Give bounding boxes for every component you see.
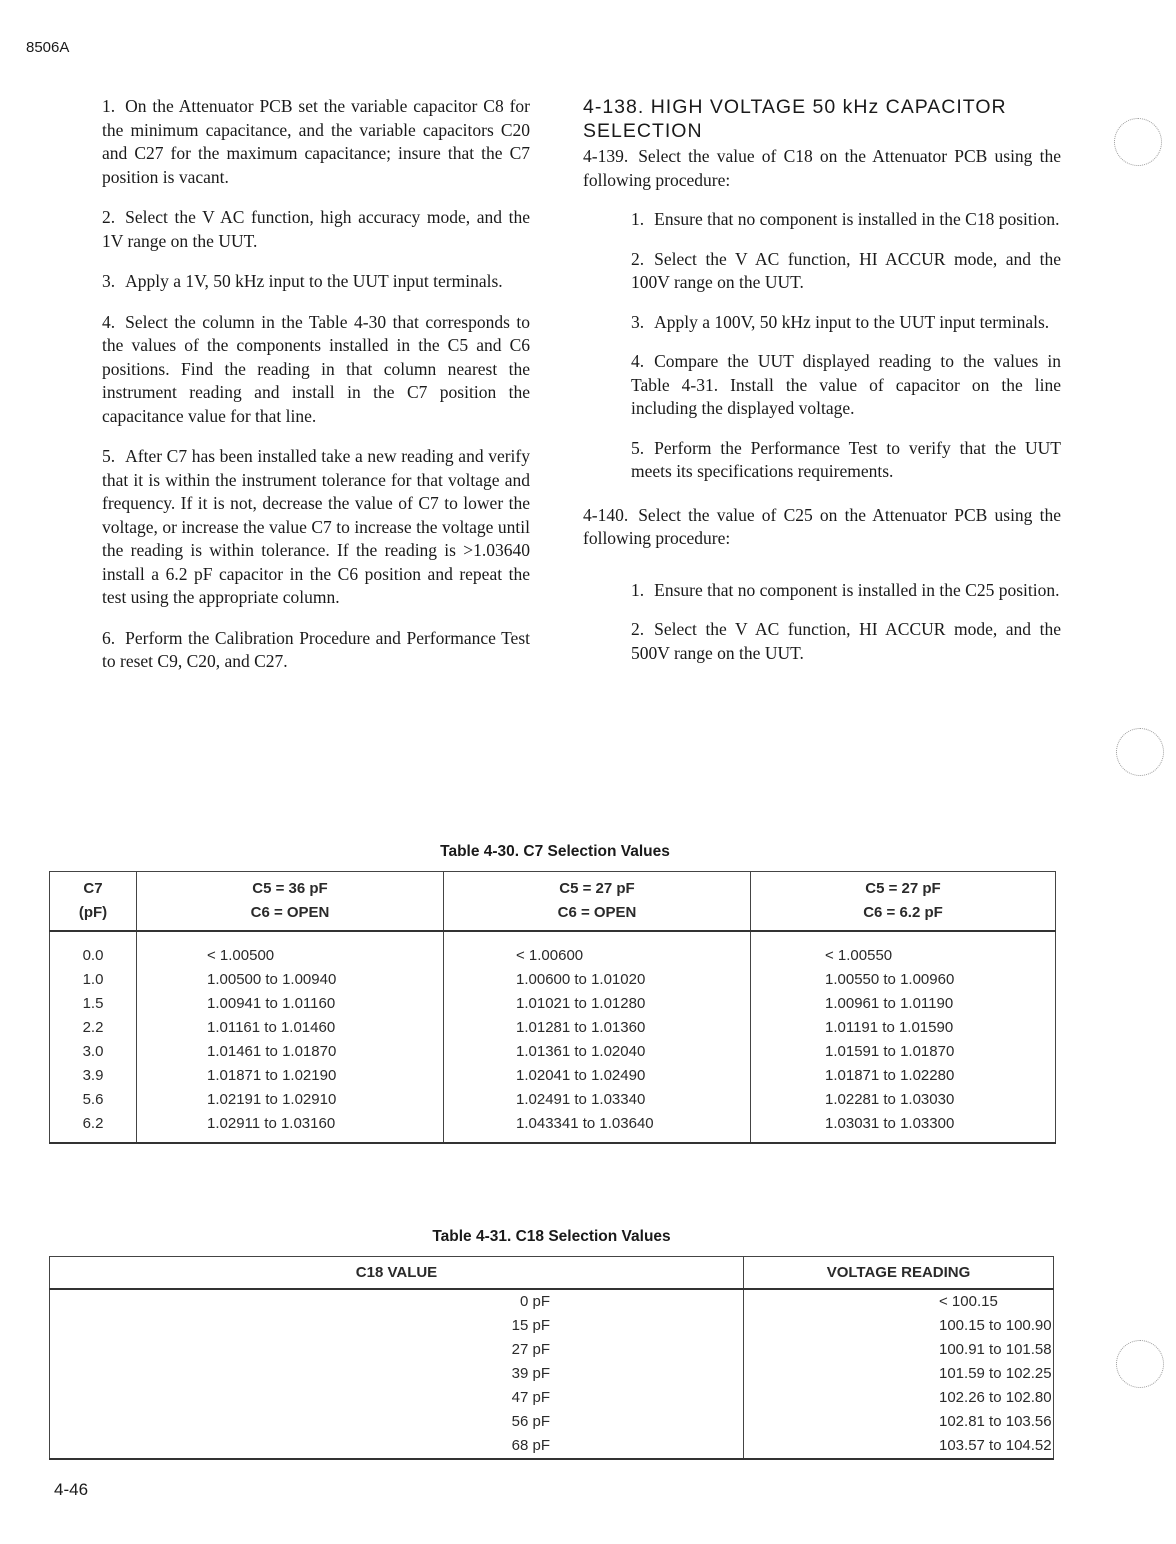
c18-step-1: 1. Ensure that no component is installed in the C18 position.: [631, 209, 1060, 229]
punch-hole-mark: [1114, 118, 1162, 166]
punch-hole-mark: [1116, 1340, 1164, 1388]
table-row: 2.2 1.01161 to 1.01460 1.01281 to 1.01360 1.01191 to 1.01590: [50, 1016, 1056, 1040]
paragraph-4-139: 4-139. Select the value of C18 on the Attenuator PCB using the following procedure:: [583, 146, 1061, 190]
paragraph-4-140: 4-140. Select the value of C25 on the Attenuator PCB using the following procedure:: [583, 504, 1061, 548]
step-5: 5. After C7 has been installed take a new reading and verify that it is within the instrument tolerance for that voltage and frequency. If it is not, decrease the value of C7 to lower the voltage, or increase the value C7 to increase the voltage until the reading is within tolerance. If the reading is >1.03640 install a 6.2 pF capacitor in the C6 position and repeat the test using the appropriate column.: [102, 446, 530, 607]
table-row: 68 pF 103.57 to 104.52: [50, 1434, 1054, 1459]
c25-step-1: 1. Ensure that no component is installed in the C25 position.: [631, 579, 1060, 600]
table-4-31-caption: Table 4-31. C18 Selection Values: [432, 1228, 671, 1245]
table-row: 1.5 1.00941 to 1.01160 1.01021 to 1.01280 1.00961 to 1.01190: [50, 992, 1056, 1016]
table-row: 15 pF 100.15 to 100.90: [50, 1314, 1054, 1338]
table-row: 39 pF 101.59 to 102.25: [50, 1362, 1054, 1386]
header-c7: C7 (pF): [50, 872, 137, 932]
table-row: 0 pF < 100.15: [50, 1289, 1054, 1314]
header-c5-36-c6-open: C5 = 36 pF C6 = OPEN: [137, 872, 444, 932]
c18-step-4: 4. Compare the UUT displayed reading to the values in Table 4-31. Install the value of capacitor on the line including the displayed voltage.: [631, 351, 1061, 418]
table-row: 3.9 1.01871 to 1.02190 1.02041 to 1.02490 1.01871 to 1.02280: [50, 1064, 1056, 1088]
section-heading: 4-138. HIGH VOLTAGE 50 kHz CAPACITOR SELECTION: [583, 96, 1007, 142]
table-4-31: [49, 1256, 1054, 1460]
header-c5-27-c6-6-2: C5 = 27 pF C6 = 6.2 pF: [751, 872, 1056, 932]
c25-step-2: 2. Select the V AC function, HI ACCUR mode, and the 500V range on the UUT.: [631, 619, 1061, 663]
table-4-30-caption: Table 4-30. C7 Selection Values: [440, 843, 670, 860]
table-row: 1.0 1.00500 to 1.00940 1.00600 to 1.01020 1.00550 to 1.00960: [50, 968, 1056, 992]
table-header-row: [50, 872, 1056, 932]
header-c5-27-c6-open: C5 = 27 pF C6 = OPEN: [444, 872, 751, 932]
left-column: [102, 95, 530, 691]
right-column: [583, 95, 1061, 681]
header-c18-value: C18 VALUE: [50, 1257, 744, 1290]
step-2: 2. Select the V AC function, high accuracy mode, and the 1V range on the UUT.: [102, 207, 530, 251]
step-4: 4. Select the column in the Table 4-30 that corresponds to the values of the components installed in the C5 and C6 positions. Find the reading in that column nearest the instrument reading and install in the C7 position the capacitance value for that line.: [102, 311, 530, 426]
c18-step-5: 5. Perform the Performance Test to verify that the UUT meets its specifications requirements.: [631, 437, 1061, 481]
table-row: 27 pF 100.91 to 101.58: [50, 1338, 1054, 1362]
table-row: 6.2 1.02911 to 1.03160 1.043341 to 1.03640 1.03031 to 1.03300: [50, 1112, 1056, 1143]
page-number: 4-46: [54, 1480, 89, 1499]
c18-step-2: 2. Select the V AC function, HI ACCUR mode, and the 100V range on the UUT.: [631, 248, 1061, 292]
table-row: 47 pF 102.26 to 102.80: [50, 1386, 1054, 1410]
step-3: 3. Apply a 1V, 50 kHz input to the UUT input terminals.: [102, 271, 503, 291]
table-header-row: [50, 1257, 1054, 1290]
table-row: 3.0 1.01461 to 1.01870 1.01361 to 1.02040 1.01591 to 1.01870: [50, 1040, 1056, 1064]
c18-step-3: 3. Apply a 100V, 50 kHz input to the UUT input terminals.: [631, 311, 1050, 332]
table-row: 0.0 < 1.00500 < 1.00600 < 1.00550: [50, 931, 1056, 968]
table-4-30: [49, 871, 1056, 1144]
punch-hole-mark: [1116, 728, 1164, 776]
step-6: 6. Perform the Calibration Procedure and Performance Test to reset C9, C20, and C27.: [102, 627, 530, 671]
table-row: 56 pF 102.81 to 103.56: [50, 1410, 1054, 1434]
step-1: 1. On the Attenuator PCB set the variable capacitor C8 for the minimum capacitance, and the variable capacitors C20 and C27 for the maximum capacitance; insure that the C7 position is vacant.: [102, 96, 530, 187]
model-number: 8506A: [26, 39, 70, 56]
header-voltage-reading: VOLTAGE READING: [744, 1257, 1054, 1290]
table-row: 5.6 1.02191 to 1.02910 1.02491 to 1.03340 1.02281 to 1.03030: [50, 1088, 1056, 1112]
